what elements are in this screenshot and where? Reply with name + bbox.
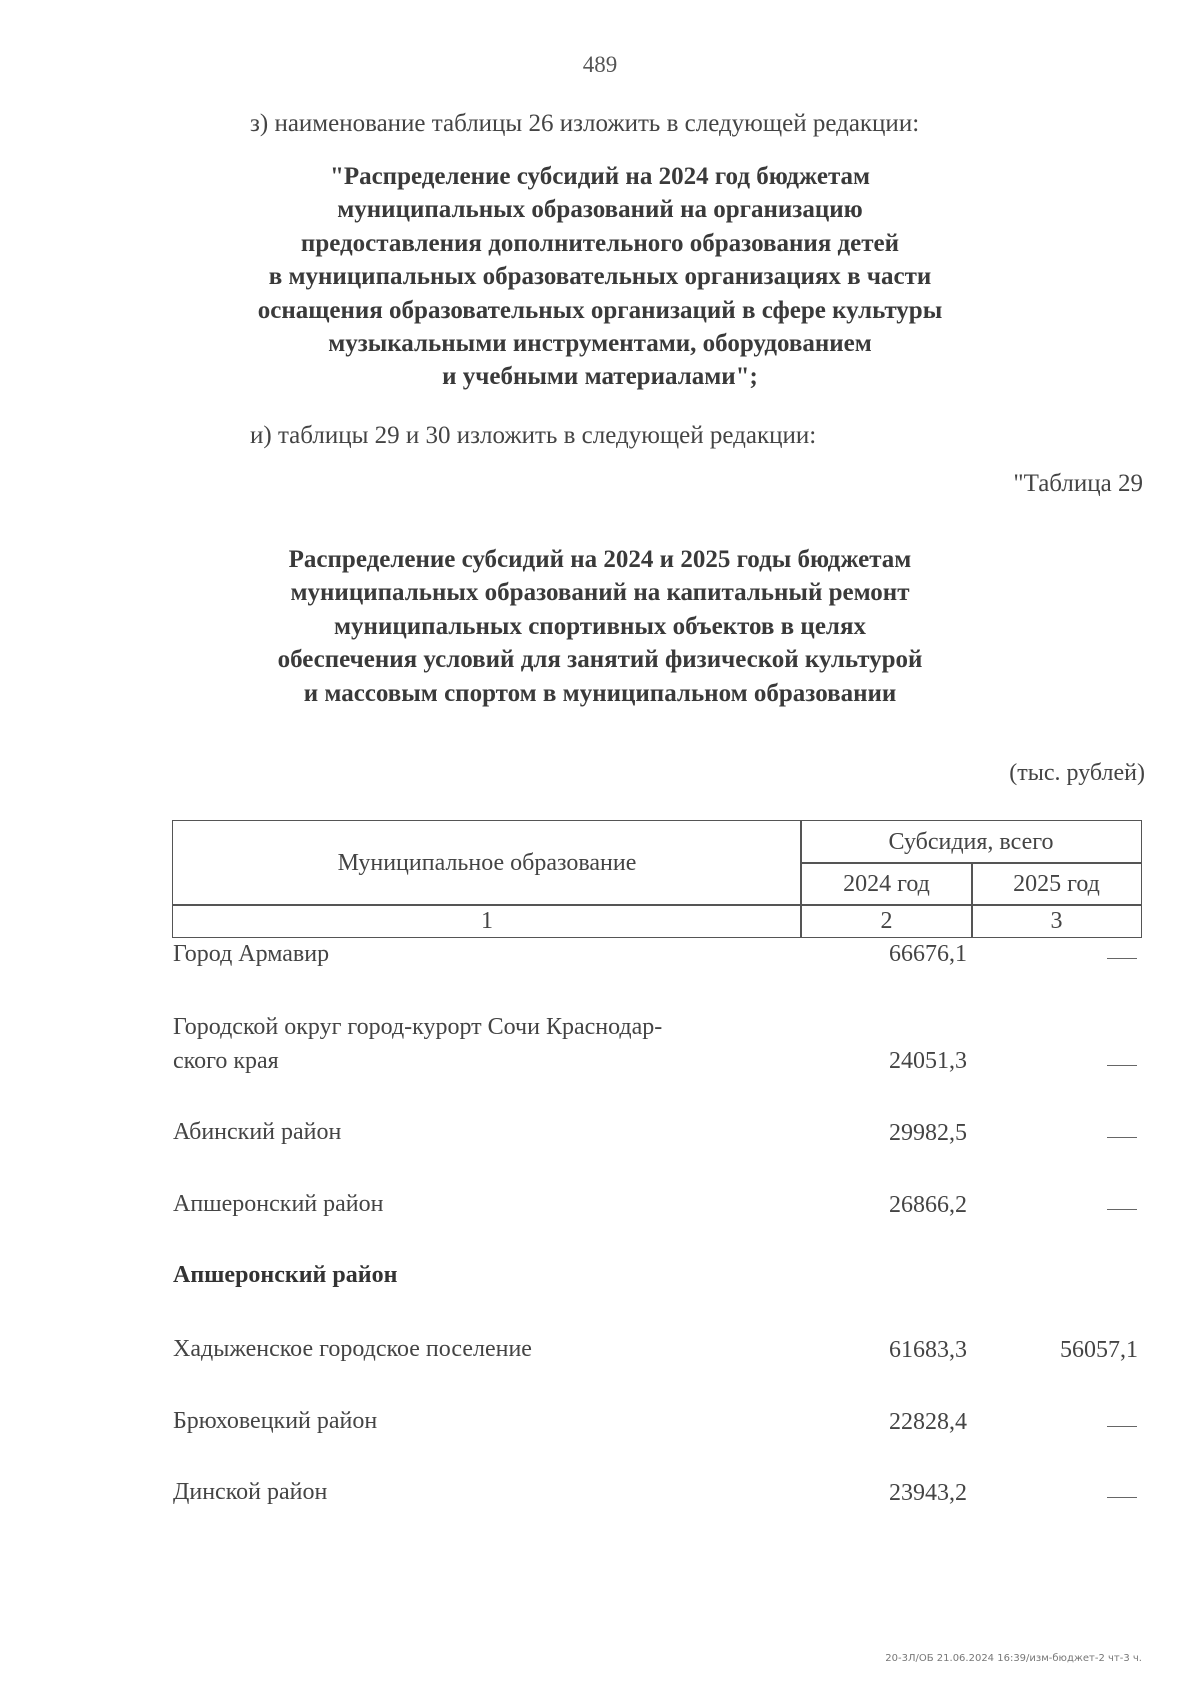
header-2024: 2024 год (800, 862, 973, 906)
title-26-line: музыкальными инструментами, оборудованием (328, 330, 872, 358)
table-header-grid (172, 820, 1142, 938)
row-group-heading: Апшеронский район (173, 1262, 398, 1288)
column-number-2: 2 (800, 904, 973, 938)
document-footer: 20-3Л/ОБ 21.06.2024 16:39/изм-бюджет-2 чт-3 ч. (885, 1653, 1142, 1664)
title-26-line: оснащения образовательных организаций в сфере культуры (257, 296, 943, 324)
row-name: Абинский район (173, 1119, 342, 1145)
row-value-2024: 61683,3 (889, 1337, 967, 1363)
row-value-2025-dash (1107, 1497, 1137, 1498)
title-29-line: муниципальных спортивных объектов в целях (334, 612, 866, 640)
row-value-2024: 23943,2 (889, 1480, 967, 1506)
header-municipality: Муниципальное образование (172, 820, 802, 906)
row-name (173, 1010, 662, 1078)
title-29-line: Распределение субсидий на 2024 и 2025 годы бюджетам (288, 546, 912, 573)
row-value-2025-dash (1107, 1065, 1137, 1066)
title-26-line: "Распределение субсидий на 2024 год бюджетам (329, 163, 871, 190)
header-subsidy-total: Субсидия, всего (800, 820, 1142, 864)
table-29-title (0, 543, 1200, 710)
row-value-2024: 22828,4 (889, 1409, 967, 1435)
title-26-line: предоставления дополнительного образования детей (300, 229, 900, 257)
title-26-line: и учебными материалами"; (442, 363, 758, 391)
title-26-line: муниципальных образований на организацию (337, 196, 863, 224)
row-name-line: ского края (173, 1048, 279, 1074)
page-number: 489 (582, 52, 618, 77)
row-name-line: Городской округ город-курорт Сочи Краснодар- (173, 1014, 663, 1040)
row-value-2024: 26866,2 (889, 1192, 967, 1218)
row-name: Город Армавир (173, 941, 330, 967)
title-26-line: в муниципальных образовательных организациях в части (268, 263, 932, 291)
title-29-line: и массовым спортом в муниципальном образовании (303, 679, 897, 707)
row-value-2025: 56057,1 (1060, 1337, 1138, 1363)
header-2025: 2025 год (971, 862, 1142, 906)
row-name: Апшеронский район (173, 1191, 384, 1217)
row-name: Хадыженское городское поселение (173, 1336, 532, 1362)
row-value-2024: 24051,3 (889, 1048, 967, 1074)
table-caption: "Таблица 29 (1013, 470, 1143, 497)
paragraph-i: и) таблицы 29 и 30 изложить в следующей редакции: (250, 422, 817, 449)
title-29-line: муниципальных образований на капитальный ремонт (290, 579, 910, 607)
table-26-title (0, 160, 1200, 394)
units-label: (тыс. рублей) (1009, 760, 1145, 786)
row-value-2025-dash (1107, 1209, 1137, 1210)
title-29-line: обеспечения условий для занятий физической культурой (277, 646, 923, 674)
row-value-2024: 29982,5 (889, 1120, 967, 1146)
column-number-3: 3 (971, 904, 1142, 938)
row-value-2025-dash (1107, 958, 1137, 959)
paragraph-z: з) наименование таблицы 26 изложить в следующей редакции: (250, 110, 920, 137)
column-number-1: 1 (172, 904, 802, 938)
row-name: Динской район (173, 1479, 328, 1505)
row-name: Брюховецкий район (173, 1408, 378, 1434)
row-value-2024: 66676,1 (889, 941, 967, 967)
row-value-2025-dash (1107, 1426, 1137, 1427)
row-value-2025-dash (1107, 1137, 1137, 1138)
